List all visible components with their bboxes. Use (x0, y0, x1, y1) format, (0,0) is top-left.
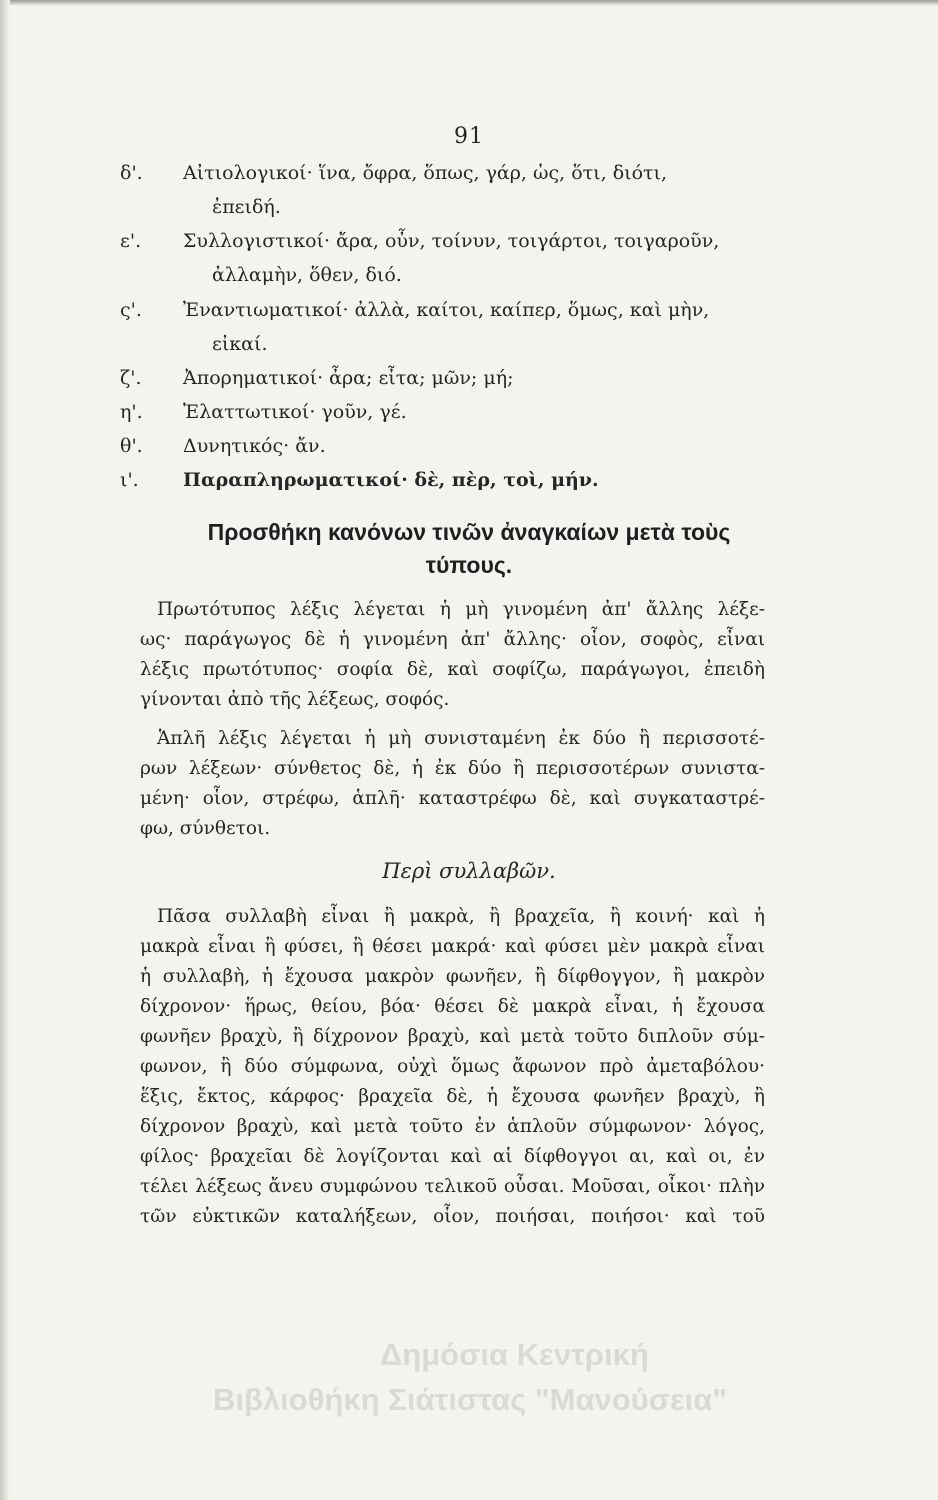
paragraph-line: ως· παράγωγος δὲ ἡ γινομένη ἀπ' ἄλλης· οἷον, σοφὸς, εἶναι (140, 629, 765, 650)
paragraph-line: Ἁπλῆ λέξις λέγεται ἡ μὴ συνισταμένη ἐκ δύο ἢ περισσοτέ- (157, 728, 765, 749)
list-item-number: δ'. (120, 162, 143, 184)
list-item-number: η'. (120, 401, 143, 423)
list-item-text: Παραπληρωματικοί· δὲ, πὲρ, τοὶ, μήν. (183, 469, 599, 491)
paragraph-line: φωνῆεν βραχὺ, ἢ δίχρονον βραχὺ, καὶ μετὰ τοῦτο διπλοῦν σύμ- (140, 1026, 765, 1047)
page-left-edge (0, 0, 10, 1500)
paragraph-prototype-words (140, 595, 765, 715)
list-item-number: ε'. (120, 230, 142, 252)
paragraph-line: φίλος· βραχεῖαι δὲ λογίζονται καὶ αἱ δίφθογγοι αι, καὶ οι, ἐν (140, 1146, 765, 1167)
paragraph-simple-compound-words (140, 724, 765, 844)
paragraph-line: δίχρονον· ἥρως, θείου, βόα· θέσει δὲ μακρὰ εἶναι, ἡ ἔχουσα (140, 996, 765, 1017)
list-item-text: εἰκαί. (212, 333, 268, 355)
paragraph-line: τέλει λέξεως ἄνευ συμφώνου τελικοῦ οὖσαι. Μοῦσαι, οἶκοι· πλὴν (140, 1176, 765, 1197)
list-item-text: Ἐναντιωματικοί· ἀλλὰ, καίτοι, καίπερ, ὅμως, καὶ μὴν, (183, 299, 710, 321)
list-item-number: ς'. (120, 299, 142, 321)
paragraph-line: ἕξις, ἔκτος, κάρφος· βραχεῖα δὲ, ἡ ἔχουσα φωνῆεν βραχὺ, ἢ (140, 1086, 765, 1107)
list-item-text: ἀλλαμὴν, ὅθεν, διό. (212, 264, 402, 286)
list-item-text: Δυνητικός· ἄν. (183, 435, 326, 457)
list-item-text: ἐπειδή. (212, 196, 281, 218)
paragraph-line: φωνον, ἢ δύο σύμφωνα, οὐχὶ ὅμως ἄφωνον πρὸ ἀμεταβόλου· (140, 1056, 765, 1077)
paragraph-line: δίχρονον βραχὺ, καὶ μετὰ τοῦτο ἐν ἁπλοῦν σύμφωνον· λόγος, (140, 1116, 765, 1137)
subheading-syllables: Περὶ συλλαβῶν. (382, 859, 556, 883)
paragraph-line: τῶν εὐκτικῶν καταλήξεων, οἷον, ποιήσαι, ποιήσοι· καὶ τοῦ (140, 1206, 765, 1227)
list-item-text: Ἐλαττωτικοί· γοῦν, γέ. (183, 401, 407, 423)
section-heading-line-1: Προσθήκη κανόνων τινῶν ἀναγκαίων μετὰ τοὺς (207, 519, 731, 545)
paragraph-line: μένη· οἷον, στρέφω, ἁπλῆ· καταστρέφω δὲ, καὶ συγκαταστρέ- (140, 788, 765, 809)
paragraph-line: ἡ συλλαβὴ, ἡ ἔχουσα μακρὸν φωνῆεν, ἢ δίφθογγον, ἢ μακρὸν (140, 966, 765, 987)
paragraph-line: λέξις πρωτότυπος· σοφία δὲ, καὶ σοφίζω, παράγωγοι, ἐπειδὴ (140, 659, 765, 680)
list-item-text: Ἀπορηματικοί· ἆρα; εἶτα; μῶν; μή; (183, 367, 514, 389)
paragraph-line: γίνονται ἀπὸ τῆς λέξεως, σοφός. (140, 689, 450, 710)
page-number: 91 (454, 124, 484, 149)
paragraph-syllables (140, 902, 765, 1232)
list-item-number: ζ'. (120, 367, 142, 389)
page-top-edge (0, 0, 938, 6)
paragraph-line: Πρωτότυπος λέξις λέγεται ἡ μὴ γινομένη ἀπ' ἄλλης λέξε- (157, 599, 765, 620)
list-item-number: θ'. (120, 435, 143, 457)
paragraph-line: φω, σύνθετοι. (140, 818, 271, 839)
list-item-number: ι'. (120, 469, 139, 491)
paragraph-line: μακρὰ εἶναι ἢ φύσει, ἢ θέσει μακρά· καὶ φύσει μὲν μακρὰ εἶναι (140, 936, 765, 957)
section-heading-line-2: τύπους. (425, 552, 513, 578)
list-item-text: Συλλογιστικοί· ἄρα, οὖν, τοίνυν, τοιγάρτοι, τοιγαροῦν, (183, 230, 720, 252)
list-item-text: Αἰτιολογικοί· ἵνα, ὄφρα, ὅπως, γάρ, ὡς, ὅτι, διότι, (183, 162, 668, 184)
paragraph-line: ρων λέξεων· σύνθετος δὲ, ἡ ἐκ δύο ἢ περισσοτέρων συνιστα- (140, 758, 765, 779)
paragraph-line: Πᾶσα συλλαβὴ εἶναι ἢ μακρὰ, ἢ βραχεῖα, ἢ κοινή· καὶ ἡ (157, 906, 765, 927)
